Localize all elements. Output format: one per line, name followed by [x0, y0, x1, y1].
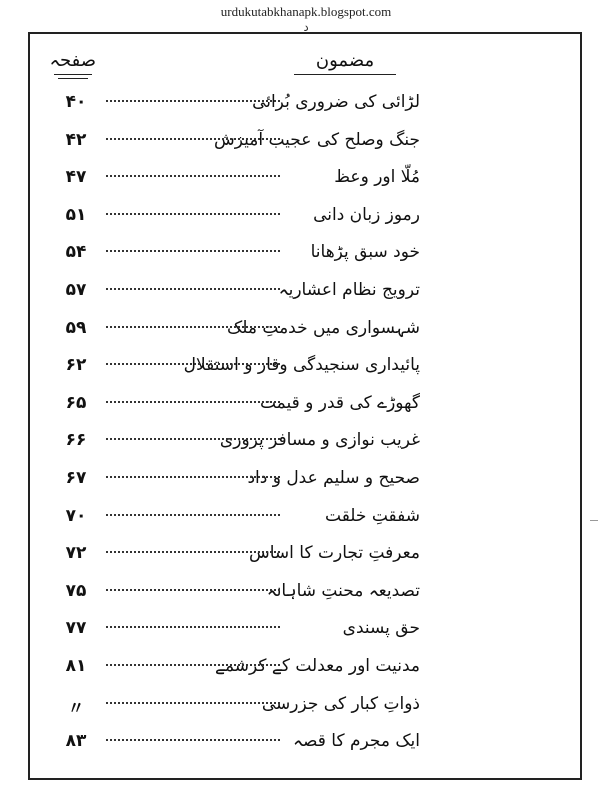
dot-leader — [106, 589, 280, 591]
dot-leader — [106, 739, 280, 741]
toc-entry — [40, 688, 580, 726]
toc-entry — [40, 725, 580, 763]
dot-leader — [106, 100, 280, 102]
dot-leader — [106, 664, 280, 666]
dot-leader — [106, 326, 280, 328]
dot-leader — [106, 514, 280, 516]
entry-title: مُلّا اور وعظ — [334, 167, 420, 188]
dot-leader — [106, 288, 280, 290]
toc-entry — [40, 500, 580, 538]
entry-title: گھوڑے کی قدر و قیمت — [259, 392, 420, 413]
entry-page: ۸۳ — [65, 731, 87, 752]
dot-leader — [106, 438, 280, 440]
entry-title: حق پسندی — [342, 618, 420, 639]
toc-entry — [40, 462, 580, 500]
toc-entry — [40, 199, 580, 237]
entry-title: رموز زبان دانی — [313, 204, 420, 225]
entry-title: شہسواری میں خدمتِ ملک — [227, 317, 420, 338]
toc-entry — [40, 274, 580, 312]
toc-entry — [40, 312, 580, 350]
page-column-header: صفحہ — [49, 50, 96, 71]
entry-page: ۵۴ — [65, 242, 87, 263]
dot-leader — [106, 476, 280, 478]
entry-page: ۵۹ — [65, 317, 87, 338]
dot-leader — [106, 626, 280, 628]
entry-page: ۷۷ — [65, 618, 87, 639]
toc-entry — [40, 349, 580, 387]
entry-page: ۶۲ — [65, 355, 87, 376]
toc-entry — [40, 124, 580, 162]
dot-leader — [106, 175, 280, 177]
entry-title: جنگ وصلح کی عجیب آمیزش — [213, 129, 420, 150]
entry-page: ۶۷ — [65, 467, 87, 488]
dot-leader — [106, 138, 280, 140]
dot-leader — [106, 401, 280, 403]
entry-page: ۶۵ — [65, 392, 87, 413]
entry-title: لڑائی کی ضروری بُرائی — [252, 92, 420, 112]
toc-entry — [40, 650, 580, 688]
entry-title: خود سبق پڑھانا — [310, 242, 420, 263]
dot-leader — [106, 702, 280, 704]
toc-entry — [40, 387, 580, 425]
entry-page: ۸۱ — [65, 655, 87, 676]
entry-page: ۷۵ — [65, 580, 87, 601]
entry-title: ترویج نظام اعشاریہ — [278, 279, 420, 300]
toc-entry — [40, 575, 580, 613]
toc-entry — [40, 86, 580, 124]
entry-title: غریب نوازی و مسافر پروری — [219, 430, 420, 451]
dot-leader — [106, 250, 280, 252]
entry-title: تصدیعہ محنتِ شاہانہ — [266, 580, 420, 601]
dot-leader — [106, 363, 280, 365]
toc-entry — [40, 537, 580, 575]
entry-title: ذواتِ کبار کی جزرسی — [261, 693, 420, 714]
entry-page: 〃 — [67, 698, 85, 719]
toc-entry — [40, 161, 580, 199]
toc-list — [40, 86, 580, 763]
entry-page: ۴۲ — [65, 129, 87, 150]
page-marker: د — [303, 20, 309, 34]
entry-page: ۷۲ — [65, 543, 87, 564]
topic-column-header: مضمون — [290, 50, 400, 71]
entry-page: ۴۰ — [65, 92, 87, 112]
toc-entry — [40, 424, 580, 462]
entry-page: ۶۶ — [65, 430, 87, 451]
entry-page: ۵۱ — [65, 204, 87, 225]
toc-entry — [40, 236, 580, 274]
site-watermark: urdukutabkhanapk.blogspot.com — [220, 4, 392, 19]
toc-entry — [40, 612, 580, 650]
margin-tick — [590, 520, 598, 521]
entry-page: ۵۷ — [65, 279, 87, 300]
entry-title: ایک مجرم کا قصہ — [293, 731, 420, 752]
entry-title: صحیح و سلیم عدل و داد — [247, 467, 420, 488]
entry-title: شفقتِ خلقت — [325, 505, 420, 526]
entry-title: معرفتِ تجارت کا اساس — [249, 543, 420, 564]
dot-leader — [106, 551, 280, 553]
entry-title: پائیداری سنجیدگی وقار و استقلال — [183, 355, 420, 376]
entry-page: ۴۷ — [65, 167, 87, 188]
entry-title: مدنیت اور معدلت کے کرشمے — [214, 655, 420, 676]
dot-leader — [106, 213, 280, 215]
entry-page: ۷۰ — [65, 505, 87, 526]
